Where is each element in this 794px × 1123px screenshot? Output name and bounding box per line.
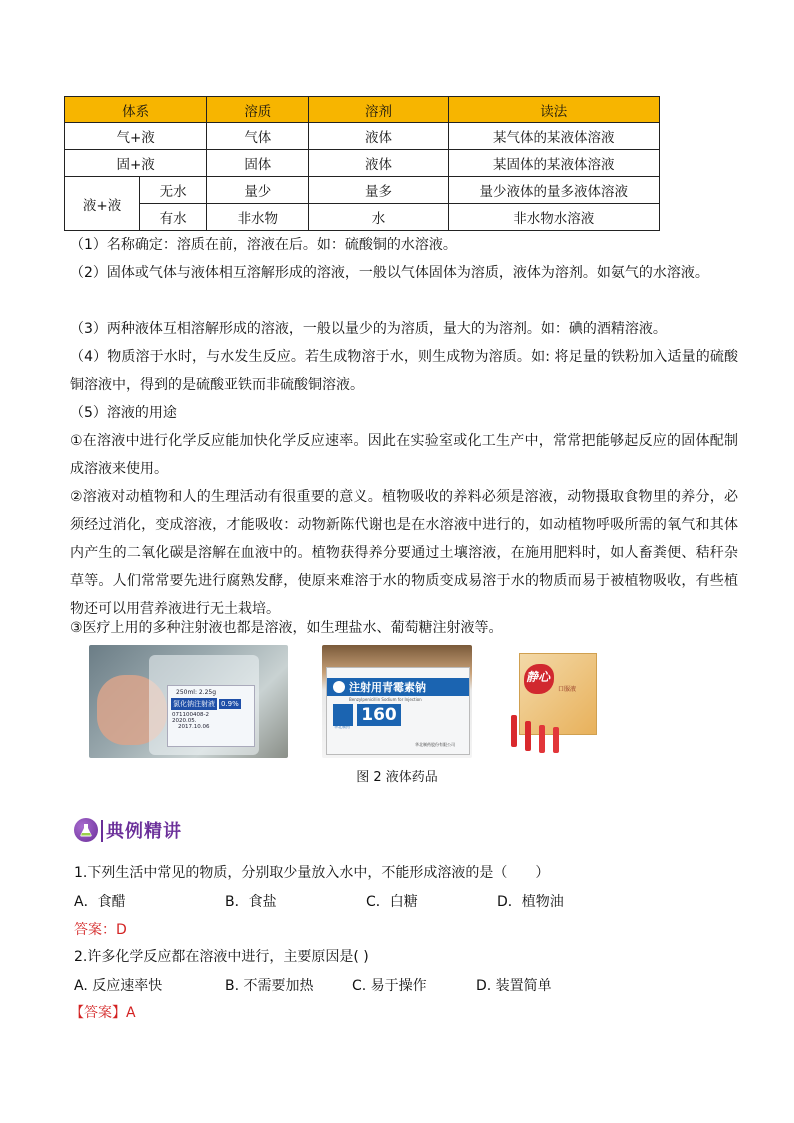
cell-reading: 量少液体的量多液体溶液	[448, 177, 659, 204]
question-2-option-c: C. 易于操作	[352, 978, 427, 994]
solution-naming-table	[64, 96, 660, 231]
label-volume: 250ml: 2.25g	[176, 689, 217, 696]
box-subtitle-text: 口服液	[558, 686, 577, 693]
cell-reading: 非水物水溶液	[448, 204, 659, 231]
paragraph-use-3: ③医疗上用的多种注射液也都是溶液，如生理盐水、葡萄糖注射液等。	[70, 620, 503, 636]
question-1-option-b: B．食盐	[225, 894, 277, 910]
table-row	[65, 150, 660, 177]
label-percent: 0.9%	[221, 700, 239, 708]
cell-subtype: 无水	[140, 177, 207, 204]
question-1-answer: 答案：D	[74, 922, 127, 938]
vial-icon	[539, 725, 545, 753]
box-brand: 华北制药	[334, 724, 350, 729]
penicillin-box-photo	[322, 645, 472, 758]
cell-reading: 某气体的某液体溶液	[448, 123, 659, 150]
question-2-option-d: D. 装置简单	[476, 978, 552, 994]
cell-solute: 气体	[207, 123, 309, 150]
cell-solvent: 液体	[309, 123, 448, 150]
saline-bottle-photo	[89, 645, 288, 758]
label-batch: 071100408-2	[172, 712, 209, 718]
question-2-option-a: A. 反应速率快	[74, 978, 163, 994]
bottle-label	[167, 685, 255, 747]
oral-liquid-box-photo	[505, 645, 605, 758]
box-number: 160	[357, 704, 401, 726]
question-2-stem: 2.许多化学反应都在溶液中进行，主要原因是( )	[74, 949, 369, 965]
paragraph-use-1: ①在溶液中进行化学反应能加快化学反应速率。因此在实验室或化工生产中，常常把能够起反应的固体配制成溶液来使用。	[70, 433, 738, 477]
question-1-stem: 1.下列生活中常见的物质，分别取少量放入水中，不能形成溶液的是（ ）	[74, 865, 550, 881]
paragraph-naming: （1）名称确定：溶质在前，溶液在后。如：硫酸铜的水溶液。	[70, 237, 457, 253]
question-1-option-a: A．食醋	[74, 894, 126, 910]
box-subtitle: Benzylpenicillin Sodium for Injection	[349, 697, 422, 702]
section-divider	[101, 820, 103, 842]
cell-solute: 量少	[207, 177, 309, 204]
header-reading: 读法	[448, 97, 659, 123]
header-solvent: 溶剂	[309, 97, 448, 123]
question-1-option-d: D．植物油	[497, 894, 564, 910]
paragraph-use-2: ②溶液对动植物和人的生理活动有很重要的意义。植物吸收的养料必须是溶液，动物摄取食物里的养分，必须经过消化，变成溶液，才能吸收：动物新陈代谢也是在水溶液中进行的，如动植物呼吸所需的氧气和其体内产生的二氧化碳是溶解在血液中的。植物获得养分要通过土壤溶液，在施用肥料时，如人畜粪便、秸秆杂草等。人们常常要先进行腐熟发酵，使原来难溶于水的物质变成易溶于水的物质而易于被植物吸收，有些植物还可以用营养液进行无土栽培。	[70, 489, 738, 617]
paragraph-liquid-liquid: （3）两种液体互相溶解形成的溶液，一般以量少的为溶质，量大的为溶剂。如：碘的酒精溶液。	[70, 321, 667, 337]
vial-icon	[511, 715, 517, 747]
question-2-option-b: B. 不需要加热	[225, 978, 314, 994]
table-row	[65, 123, 660, 150]
paragraph-solid-gas: （2）固体或气体与液体相互溶解形成的溶液，一般以气体固体为溶质，液体为溶剂。如氨气的水溶液。	[70, 265, 709, 281]
cell-solute: 非水物	[207, 204, 309, 231]
cell-solvent: 量多	[309, 177, 448, 204]
cell-subtype: 有水	[140, 204, 207, 231]
figure-caption: 图 2 液体药品	[356, 770, 438, 785]
brand-logo-icon	[333, 681, 345, 693]
cell-solvent: 水	[309, 204, 448, 231]
cell-system: 液+液	[65, 177, 140, 231]
cell-reading: 某固体的某液体溶液	[448, 150, 659, 177]
question-2-answer: 【答案】A	[70, 1005, 136, 1021]
table-header-row	[65, 97, 660, 123]
box-label: 注射用青霉素钠	[349, 681, 426, 694]
cell-system: 气+液	[65, 123, 207, 150]
table-row	[65, 204, 660, 231]
box-maker: 华北制药股份有限公司	[415, 742, 455, 747]
flask-icon	[74, 818, 98, 842]
header-system: 体系	[65, 97, 207, 123]
vial-icon	[553, 727, 559, 753]
label-date1: 2020.05.	[172, 718, 197, 724]
cell-solvent: 液体	[309, 150, 448, 177]
cell-system: 固+液	[65, 150, 207, 177]
label-date2: 2017.10.06	[178, 724, 210, 730]
box-shape	[326, 667, 470, 755]
section-title: 典例精讲	[106, 821, 182, 842]
cell-solute: 固体	[207, 150, 309, 177]
header-solute: 溶质	[207, 97, 309, 123]
label-name: 氯化钠注射液	[173, 700, 215, 708]
question-1-option-c: C．白糖	[366, 894, 418, 910]
box-brand-text: 静心	[526, 670, 551, 684]
flask-glyph	[74, 818, 98, 842]
paragraph-uses-heading: （5）溶液的用途	[70, 405, 177, 421]
table-row	[65, 177, 660, 204]
vial-icon	[525, 721, 531, 751]
paragraph-reaction: （4）物质溶于水时，与水发生反应。若生成物溶于水，则生成物为溶质。如: 将足量的铁粉加入适量的硫酸铜溶液中，得到的是硫酸亚铁而非硫酸铜溶液。	[70, 349, 738, 393]
box-blue-square	[333, 704, 353, 726]
